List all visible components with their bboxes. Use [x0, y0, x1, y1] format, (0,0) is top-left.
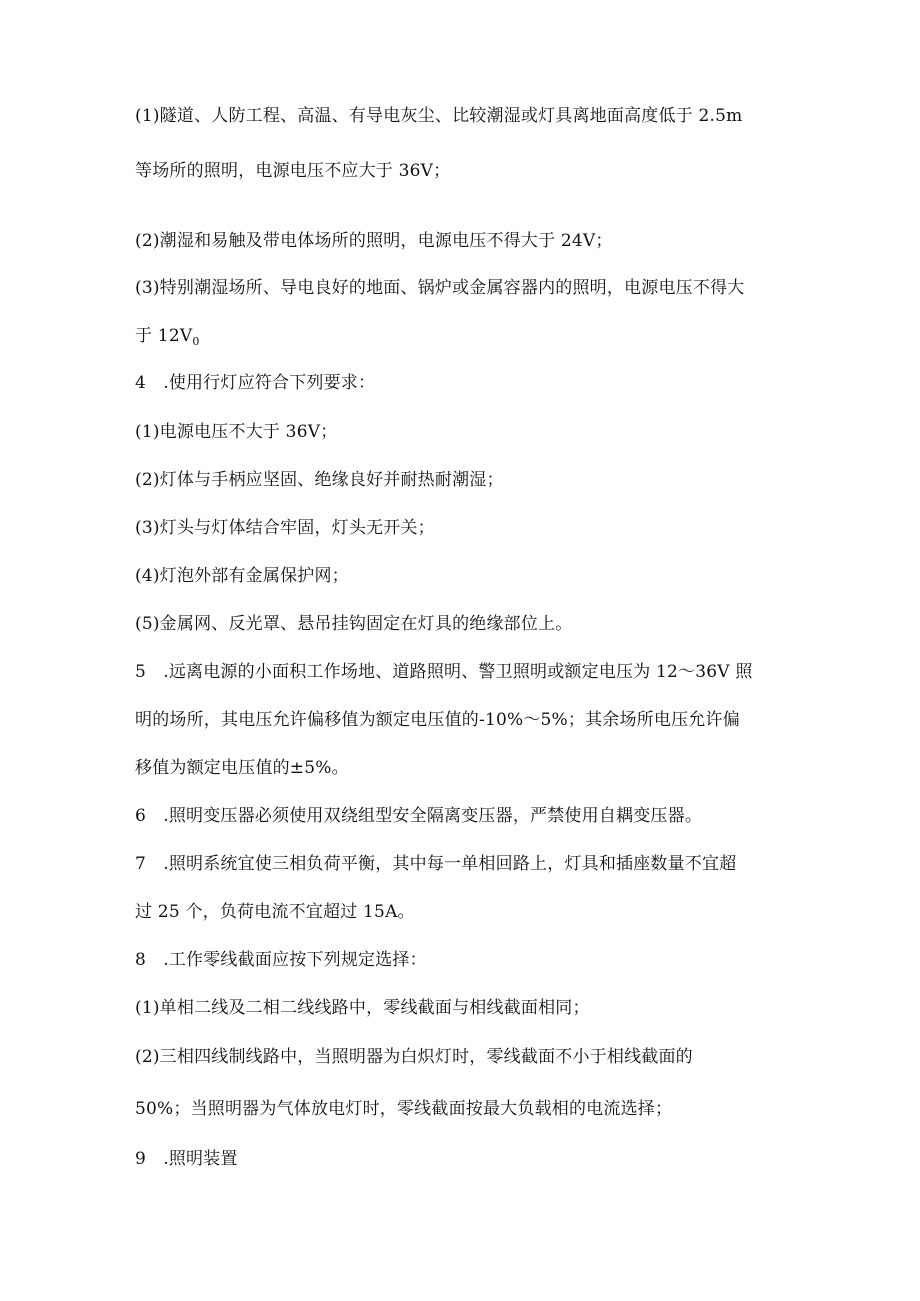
text-line: 过 25 个，负荷电流不宜超过 15A。	[135, 902, 415, 922]
text-line-content: 于 12V	[135, 326, 193, 346]
section-heading: 9 .照明装置	[135, 1149, 238, 1169]
text-line: (3)灯头与灯体结合牢固，灯头无开关；	[135, 518, 435, 538]
text-line: (1)隧道、人防工程、高温、有导电灰尘、比较潮湿或灯具离地面高度低于 2.5m	[135, 106, 743, 126]
text-line: (2)灯体与手柄应坚固、绝缘良好并耐热耐潮湿；	[135, 470, 504, 490]
text-line	[135, 324, 200, 348]
text-line: (3)特别潮湿场所、导电良好的地面、锅炉或金属容器内的照明，电源电压不得大	[135, 278, 745, 298]
section-heading: 7 .照明系统宜使三相负荷平衡，其中每一单相回路上，灯具和插座数量不宜超	[135, 854, 737, 874]
text-line: (1)电源电压不大于 36V；	[135, 422, 338, 442]
text-line: (1)单相二线及二相二线线路中，零线截面与相线截面相同；	[135, 998, 590, 1018]
text-line: 等场所的照明，电源电压不应大于 36V；	[135, 161, 451, 181]
text-line: 50%；当照明器为气体放电灯时，零线截面按最大负载相的电流选择；	[135, 1099, 673, 1119]
text-line: 移值为额定电压值的±5%。	[135, 758, 349, 778]
subscript: 0	[192, 335, 200, 348]
text-line: (4)灯泡外部有金属保护网；	[135, 566, 349, 586]
text-line: (5)金属网、反光罩、悬吊挂钩固定在灯具的绝缘部位上。	[135, 614, 573, 634]
text-line: 明的场所，其电压允许偏移值为额定电压值的-10%～5%；其余场所电压允许偏	[135, 710, 740, 730]
section-heading: 6 .照明变压器必须使用双绕组型安全隔离变压器，严禁使用自耦变压器。	[135, 806, 703, 826]
section-heading: 5 .远离电源的小面积工作场地、道路照明、警卫照明或额定电压为 12～36V 照	[135, 662, 753, 682]
section-heading: 4 .使用行灯应符合下列要求：	[135, 373, 376, 393]
section-heading: 8 .工作零线截面应按下列规定选择：	[135, 950, 427, 970]
text-line: (2)潮湿和易触及带电体场所的照明，电源电压不得大于 24V；	[135, 231, 613, 251]
text-line: (2)三相四线制线路中，当照明器为白炽灯时，零线截面不小于相线截面的	[135, 1047, 693, 1067]
